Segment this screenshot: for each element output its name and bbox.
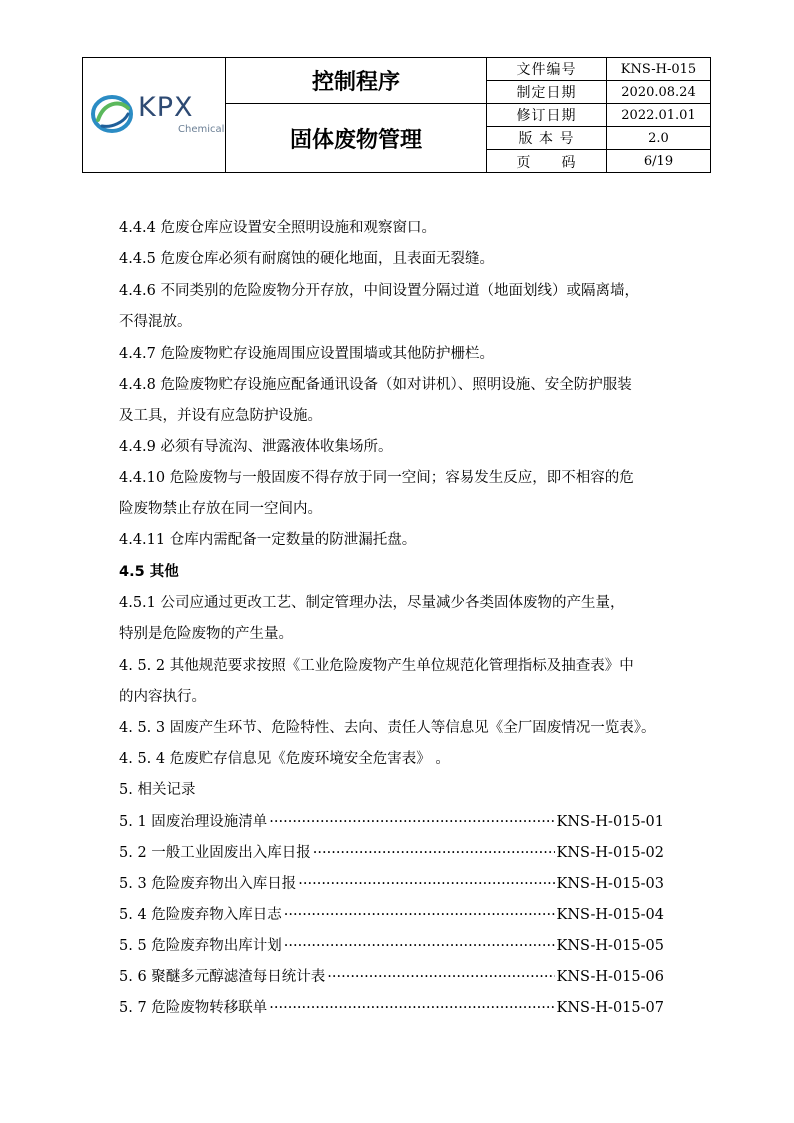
meta-row bbox=[487, 104, 710, 127]
record-item bbox=[119, 998, 664, 1018]
doc-title: 固体废物管理 bbox=[289, 127, 422, 153]
record-name: 5. 7 危险废物转移联单 bbox=[119, 1000, 268, 1016]
meta-label: 修订日期 bbox=[487, 104, 607, 126]
leader-dots bbox=[269, 998, 554, 1018]
logo-subtext: Chemical bbox=[178, 124, 225, 135]
meta-row bbox=[487, 127, 710, 150]
title-cell bbox=[226, 58, 487, 172]
record-code: KNS-H-015-04 bbox=[556, 907, 664, 923]
paragraph-line: 4.4.9 必须有导流沟、泄露液体收集场所。 bbox=[119, 439, 393, 455]
meta-label: 制定日期 bbox=[487, 81, 607, 103]
paragraph-line: 4. 5. 3 固废产生环节、危险特性、去向、责任人等信息见《全厂固废情况一览表》。 bbox=[119, 720, 656, 736]
meta-row bbox=[487, 81, 710, 104]
record-name: 5. 6 聚醚多元醇滤渣每日统计表 bbox=[119, 969, 326, 985]
logo-text: KPX bbox=[138, 92, 194, 123]
paragraph-line: 4.4.4 危废仓库应设置安全照明设施和观察窗口。 bbox=[119, 220, 437, 236]
record-name: 5. 4 危险废弃物入库日志 bbox=[119, 907, 282, 923]
paragraph-line: 4.4.8 危险废物贮存设施应配备通讯设备（如对讲机）、照明设施、安全防护服装 bbox=[119, 377, 632, 393]
paragraph-line: 4.4.11 仓库内需配备一定数量的防泄漏托盘。 bbox=[119, 532, 417, 548]
paragraph-line: 不得混放。 bbox=[119, 314, 192, 330]
record-code: KNS-H-015-06 bbox=[556, 969, 664, 985]
leader-dots bbox=[298, 874, 554, 894]
logo-cell bbox=[83, 58, 226, 172]
meta-row bbox=[487, 150, 710, 173]
record-name: 5. 1 固废治理设施清单 bbox=[119, 814, 268, 830]
meta-row bbox=[487, 58, 710, 81]
paragraph-line: 特别是危险废物的产生量。 bbox=[119, 626, 293, 642]
meta-value: 2022.01.01 bbox=[621, 107, 696, 123]
leader-dots bbox=[284, 905, 555, 925]
document-header bbox=[82, 57, 711, 173]
record-item bbox=[119, 843, 664, 863]
paragraph-line: 4. 5. 2 其他规范要求按照《工业危险废物产生单位规范化管理指标及抽查表》中 bbox=[119, 658, 634, 674]
kpx-logo bbox=[90, 92, 225, 136]
paragraph-line: 4.5.1 公司应通过更改工艺、制定管理办法，尽量减少各类固体废物的产生量， bbox=[119, 595, 625, 611]
meta-value: 2.0 bbox=[648, 130, 669, 146]
leader-dots bbox=[327, 967, 554, 987]
record-code: KNS-H-015-07 bbox=[556, 1000, 664, 1016]
meta-label: 文件编号 bbox=[487, 58, 607, 80]
record-item bbox=[119, 967, 664, 987]
leader-dots bbox=[284, 936, 555, 956]
meta-label: 页 码 bbox=[487, 150, 607, 173]
paragraph-line: 4.4.5 危废仓库必须有耐腐蚀的硬化地面，且表面无裂缝。 bbox=[119, 251, 495, 267]
record-item bbox=[119, 936, 664, 956]
meta-value: KNS-H-015 bbox=[620, 61, 697, 77]
meta-label: 版 本 号 bbox=[487, 127, 607, 149]
record-code: KNS-H-015-03 bbox=[556, 876, 664, 892]
paragraph-line: 险废物禁止存放在同一空间内。 bbox=[119, 501, 322, 517]
record-item bbox=[119, 812, 664, 832]
paragraph-line: 4.4.10 危险废物与一般固废不得存放于同一空间；容易发生反应，即不相容的危 bbox=[119, 470, 634, 486]
doc-type-title: 控制程序 bbox=[226, 58, 486, 104]
paragraph-line: 4.4.6 不同类别的危险废物分开存放，中间设置分隔过道（地面划线）或隔离墙， bbox=[119, 283, 640, 299]
paragraph-line: 4. 5. 4 危废贮存信息见《危废环境安全危害表》 。 bbox=[119, 751, 450, 767]
section-heading: 5. 相关记录 bbox=[119, 782, 196, 798]
section-heading: 4.5 其他 bbox=[119, 564, 179, 580]
record-name: 5. 5 危险废弃物出库计划 bbox=[119, 938, 282, 954]
meta-table bbox=[487, 58, 710, 172]
paragraph-line: 4.4.7 危险废物贮存设施周围应设置围墙或其他防护栅栏。 bbox=[119, 346, 495, 362]
record-item bbox=[119, 905, 664, 925]
meta-value: 6/19 bbox=[643, 154, 674, 169]
leader-dots bbox=[313, 843, 555, 863]
record-code: KNS-H-015-01 bbox=[556, 814, 664, 830]
paragraph-line: 及工具，并设有应急防护设施。 bbox=[119, 408, 322, 424]
record-name: 5. 3 危险废弃物出入库日报 bbox=[119, 876, 297, 892]
record-code: KNS-H-015-05 bbox=[556, 938, 664, 954]
leader-dots bbox=[269, 812, 554, 832]
record-item bbox=[119, 874, 664, 894]
record-name: 5. 2 一般工业固废出入库日报 bbox=[119, 845, 311, 861]
meta-value: 2020.08.24 bbox=[621, 84, 696, 100]
record-code: KNS-H-015-02 bbox=[556, 845, 664, 861]
kpx-swirl-icon bbox=[90, 92, 136, 136]
paragraph-line: 的内容执行。 bbox=[119, 689, 206, 705]
